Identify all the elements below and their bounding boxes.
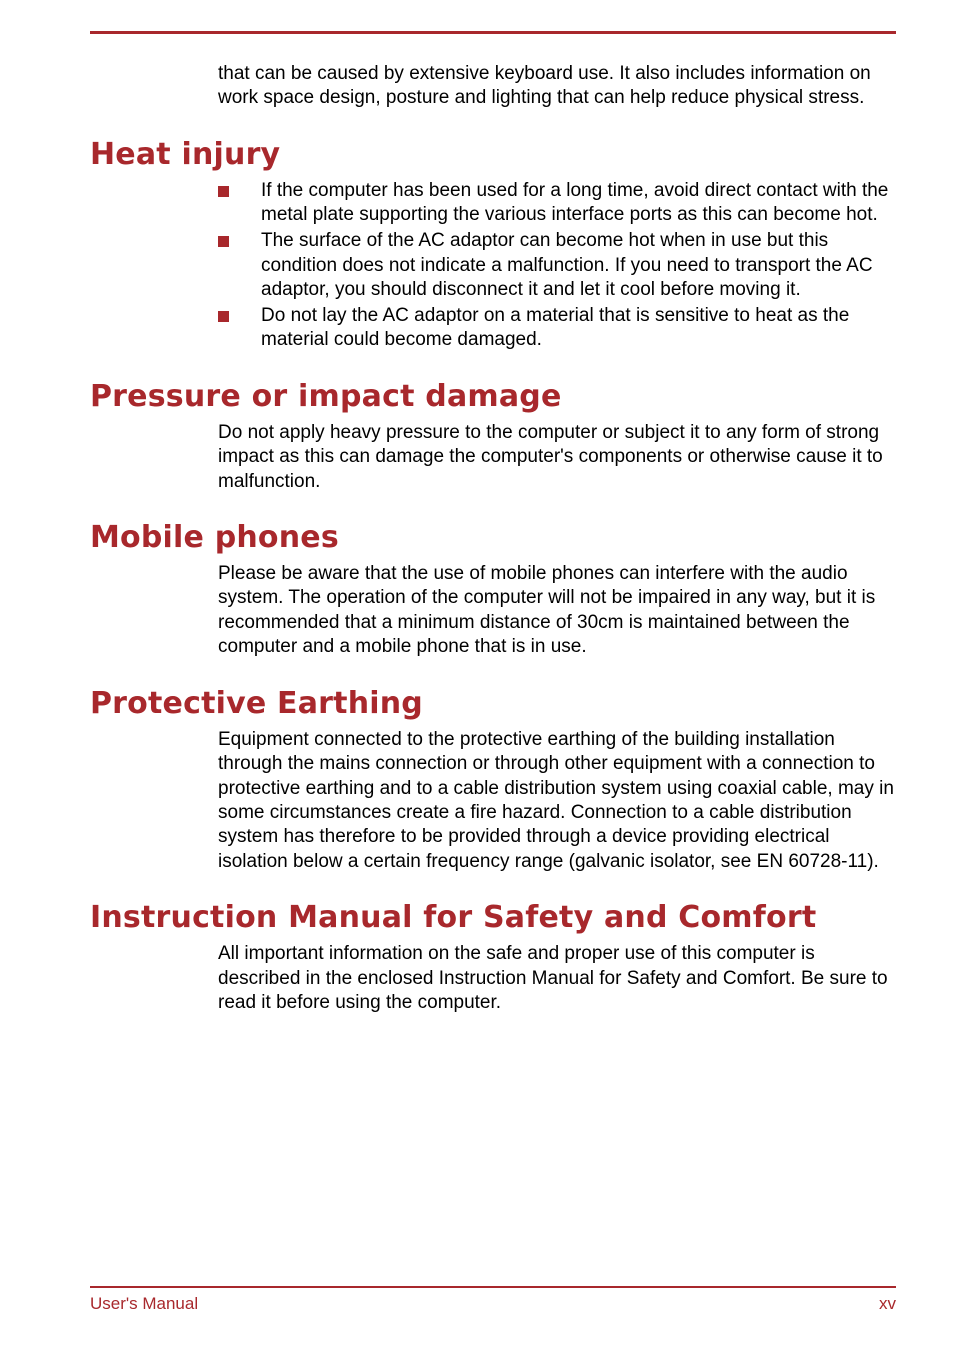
page-content xyxy=(90,62,902,1041)
pressure-damage-paragraph: Do not apply heavy pressure to the computer or subject it to any form of strong impact as this can damage the computer's components or otherwise cause it to malfunction. xyxy=(218,421,883,492)
bullet-item xyxy=(90,179,902,228)
square-bullet-icon xyxy=(218,311,229,322)
section-instruction-manual xyxy=(90,900,902,1015)
bottom-rule xyxy=(90,1286,896,1288)
instruction-manual-paragraph: All important information on the safe and proper use of this computer is described in the enclosed Instruction Manual for Safety and Comfort. Be sure to read it before using the computer. xyxy=(218,943,888,1013)
bullet-item xyxy=(90,229,902,302)
bullet-text: Do not lay the AC adaptor on a material that is sensitive to heat as the material could become damaged. xyxy=(261,305,850,351)
section-mobile-phones xyxy=(90,520,902,660)
protective-earthing-paragraph: Equipment connected to the protective earthing of the building installation through the mains connection or through other equipment with a connection to protective earthing and to a cable distribution system using coaxial cable, may in some circumstances create a fire hazard. Connection to a cable distribution system has therefore to be provided through a device providing electrical isolation below a certain frequency range (galvanic isolator, see EN 60728-11). xyxy=(218,728,894,872)
square-bullet-icon xyxy=(218,236,229,247)
heading-pressure-damage: Pressure or impact damage xyxy=(90,378,562,414)
page-number: xv xyxy=(879,1294,896,1313)
square-bullet-icon xyxy=(218,186,229,197)
section-heat-injury xyxy=(90,137,902,353)
heat-injury-bullet-list xyxy=(90,179,902,353)
heading-instruction-manual: Instruction Manual for Safety and Comfort xyxy=(90,900,817,936)
heading-heat-injury: Heat injury xyxy=(90,136,281,172)
heading-protective-earthing: Protective Earthing xyxy=(90,685,423,721)
top-rule xyxy=(90,31,896,34)
footer-title: User's Manual xyxy=(90,1294,199,1313)
heading-mobile-phones: Mobile phones xyxy=(90,520,339,556)
bullet-item xyxy=(90,304,902,353)
bullet-text: The surface of the AC adaptor can become hot when in use but this condition does not indicate a malfunction. If you need to transport the AC adaptor, you should disconnect it and let it cool before moving it. xyxy=(261,230,873,301)
section-protective-earthing xyxy=(90,686,902,874)
intro-paragraph: that can be caused by extensive keyboard use. It also includes information on work space design, posture and lighting that can help reduce physical stress. xyxy=(218,63,871,109)
bullet-text: If the computer has been used for a long time, avoid direct contact with the metal plate supporting the various interface ports as this can become hot. xyxy=(261,179,889,226)
section-pressure-damage xyxy=(90,379,902,494)
mobile-phones-paragraph: Please be aware that the use of mobile phones can interfere with the audio system. The operation of the computer will not be impaired in any way, but it is recommended that a minimum distance of 30cm is maintained between the computer and a mobile phone that is in use. xyxy=(218,563,876,658)
